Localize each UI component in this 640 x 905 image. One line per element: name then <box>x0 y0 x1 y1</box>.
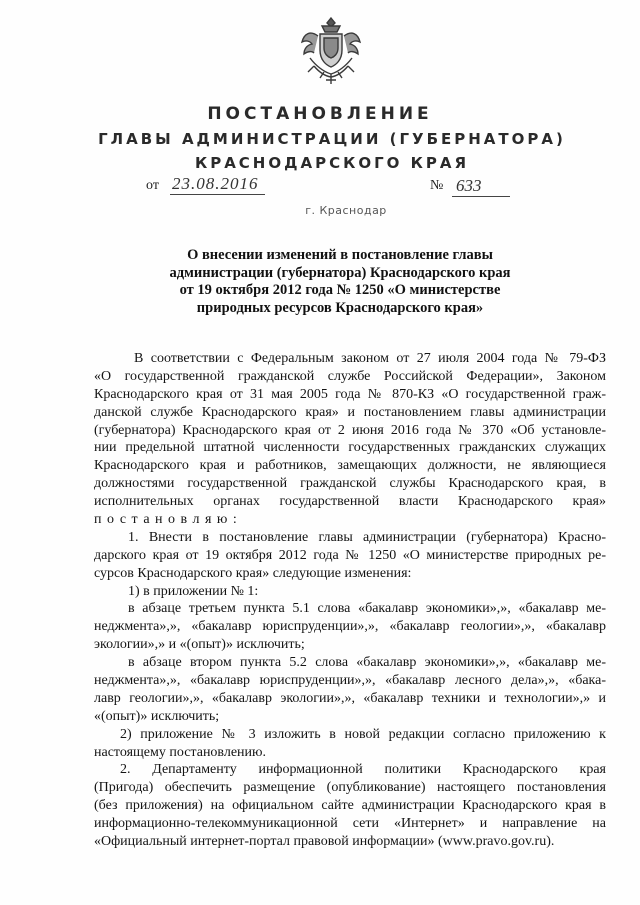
body-line: исполнительных органах государственной власти Краснодарского края» <box>94 494 606 510</box>
title-line: администрации (губернатора) Краснодарского края <box>169 264 511 281</box>
document-title <box>150 247 530 317</box>
body-line: нии предельной штатной численности государственных гражданских служащих <box>94 440 606 456</box>
issuer-heading: ГЛАВЫ АДМИНИСТРАЦИИ (ГУБЕРНАТОРА) <box>98 130 566 148</box>
date-label: от <box>146 178 159 193</box>
body-line: «О государственной гражданской службе Российской Федерации», Законом <box>94 368 606 384</box>
body-line: (Пригода) обеспечить размещение (опубликование) настоящего постановления <box>94 780 606 796</box>
body-line: 2. Департаменту информационной политики Краснодарского края <box>120 762 606 778</box>
body-line: 1. Внести в постановление главы администрации (губернатора) Красно- <box>128 529 606 545</box>
body-line: «(опыт)» исключить; <box>94 708 220 724</box>
body-line: данской службе Краснодарского края» и постановлением главы администрации <box>94 404 606 420</box>
title-line: от 19 октября 2012 года № 1250 «О министерстве <box>179 282 501 298</box>
body-line: Краснодарского края от 31 мая 2005 года № 870-КЗ «О государственной граж- <box>94 386 606 402</box>
region-heading: КРАСНОДАРСКОГО КРАЯ <box>194 154 470 172</box>
title-line: О внесении изменений в постановление главы <box>187 247 493 263</box>
body-line: экологии»,» и «(опыт)» исключить; <box>94 637 305 653</box>
body-line: настоящему постановлению. <box>94 744 266 760</box>
body-line: В соответствии с Федеральным законом от 27 июля 2004 года № 79-ФЗ <box>134 351 606 366</box>
city-label: г. Краснодар <box>305 204 387 217</box>
title-line: природных ресурсов Краснодарского края» <box>196 299 484 316</box>
body-line: дарского края от 19 октября 2012 года № 1250 «О министерстве природных ре- <box>94 547 606 563</box>
body-line: неджмента»,», «бакалавр юриспруденции»,», «бакалавр лесного дела»,», «бака- <box>94 673 606 689</box>
body-line: «Официальный интернет-портал правовой информации» (www.pravo.gov.ru). <box>94 834 555 850</box>
document-type-heading: ПОСТАНОВЛЕНИЕ <box>207 104 433 124</box>
body-line: лавр геологии»,», «бакалавр экологии»,», «бакалавр техники и технологии»,» и <box>94 690 606 706</box>
document-body <box>94 350 606 851</box>
body-line: в абзаце третьем пункта 5.1 слова «бакалавр экономики»,», «бакалавр ме- <box>128 601 606 617</box>
body-line: Краснодарского края и работников, замещающих должности, не являющиеся <box>94 458 606 474</box>
body-line: неджмента»,», «бакалавр юриспруденции»,», «бакалавр геологии»,», «бакалавр <box>94 619 606 635</box>
handwritten-date: 23.08.2016 <box>170 174 265 195</box>
handwritten-number: 633 <box>452 176 510 197</box>
body-line: информационно-телекоммуникационной сети «Интернет» и направление на <box>94 816 606 832</box>
body-line: 1) в приложении № 1: <box>128 583 259 599</box>
body-line: 2) приложение № 3 изложить в новой редакции согласно приложению к <box>120 726 606 742</box>
body-line: (без приложения) на официальном сайте администрации Краснодарского края в <box>94 798 606 814</box>
body-line: должностями государственной гражданской службы Краснодарского края, в <box>94 476 606 492</box>
body-line: (губернатора) Краснодарского края от 2 июня 2016 года № 370 «Об установле- <box>94 422 606 438</box>
number-label: № <box>430 178 444 193</box>
body-line: сурсов Краснодарского края» следующие изменения: <box>94 565 412 581</box>
coat-of-arms-emblem <box>300 14 362 86</box>
resolution-word: постановляю: <box>94 512 243 528</box>
body-line: в абзаце втором пункта 5.2 слова «бакалавр экономики»,», «бакалавр ме- <box>128 655 606 671</box>
